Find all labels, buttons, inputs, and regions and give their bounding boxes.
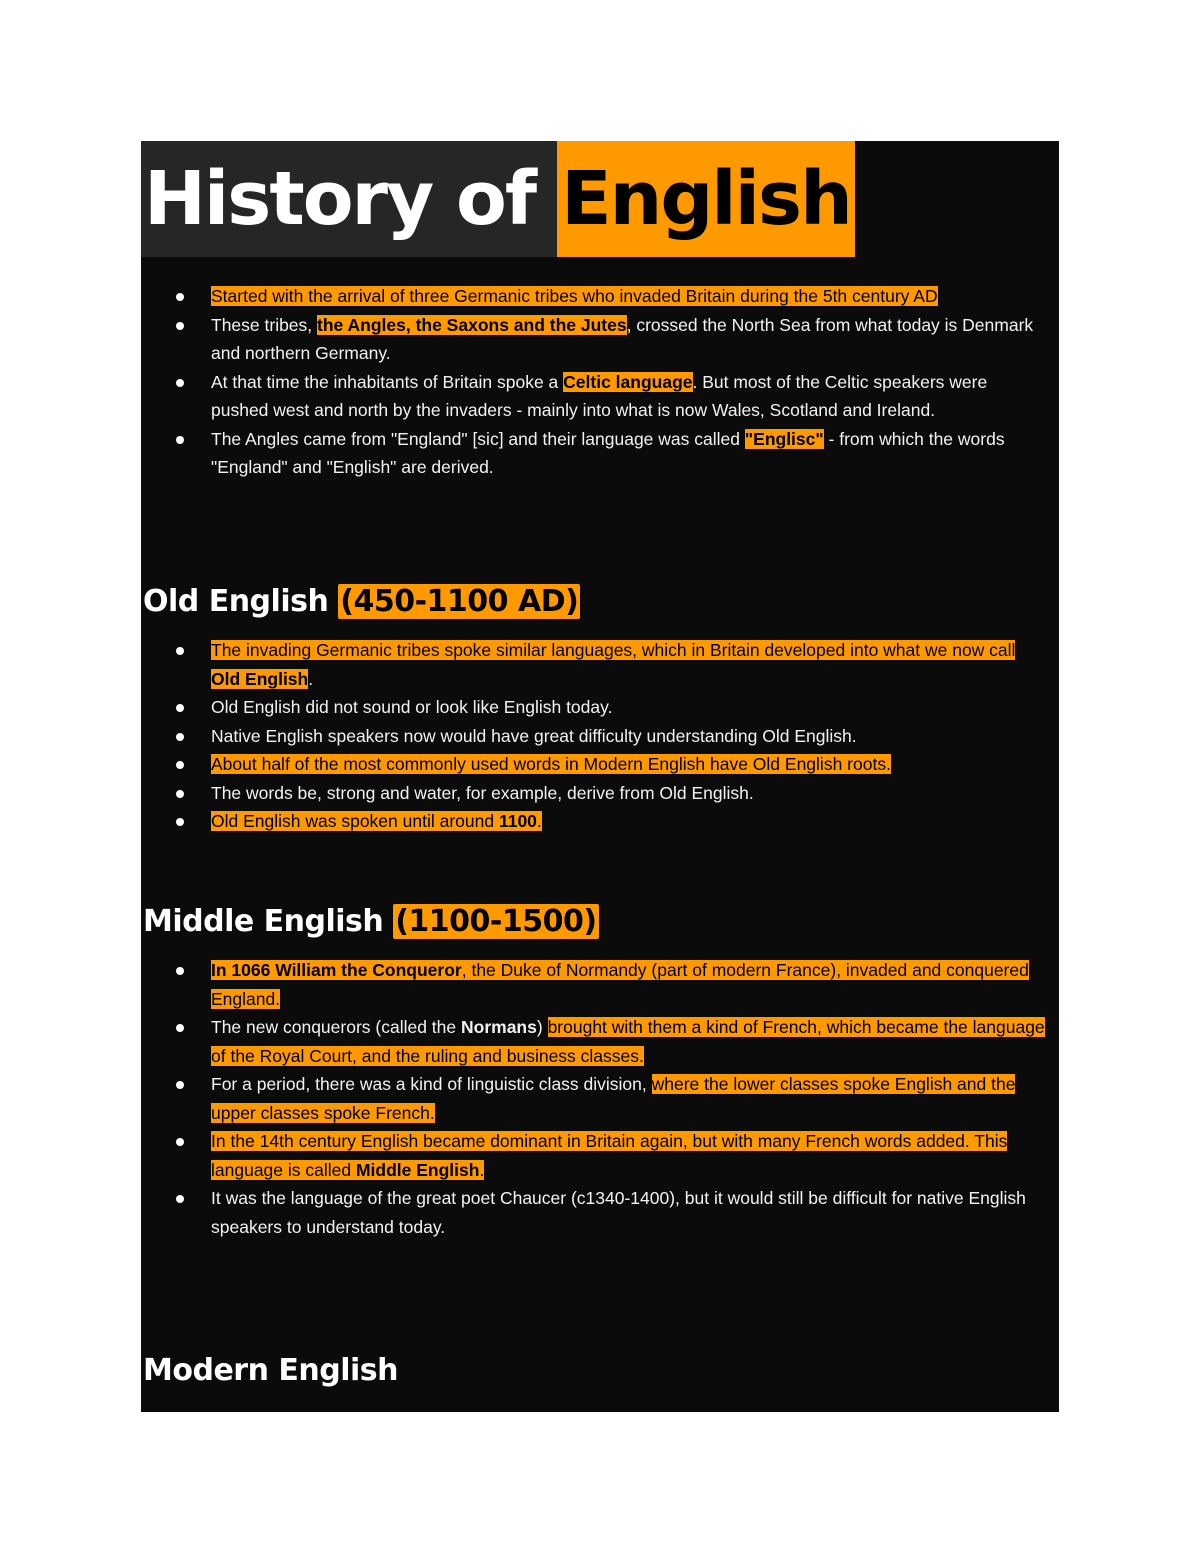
bullet-icon xyxy=(176,1195,184,1203)
list-item: Old English did not sound or look like English today. xyxy=(141,693,1059,722)
bullet-icon xyxy=(176,379,184,387)
bullet-icon xyxy=(176,704,184,712)
bullet-icon xyxy=(176,436,184,444)
bullet-icon xyxy=(176,1024,184,1032)
list-item: In the 14th century English became dominant in Britain again, but with many French words added. This language is called Middle English. xyxy=(141,1127,1059,1184)
modern-english-section xyxy=(141,1351,1059,1391)
bullet-icon xyxy=(176,647,184,655)
bullet-icon xyxy=(176,733,184,741)
intro-section xyxy=(141,282,1059,482)
list-item: Native English speakers now would have great difficulty understanding Old English. xyxy=(141,722,1059,751)
list-item: The new conquerors (called the Normans) brought with them a kind of French, which became the language of the Royal Court, and the ruling and business classes. xyxy=(141,1013,1059,1070)
list-item: About half of the most commonly used words in Modern English have Old English roots. xyxy=(141,750,1059,779)
intro-list xyxy=(141,282,1059,482)
list-item: For a period, there was a kind of linguistic class division, where the lower classes spoke English and the upper classes spoke French. xyxy=(141,1070,1059,1127)
bullet-icon xyxy=(176,761,184,769)
list-item: In 1066 William the Conqueror, the Duke of Normandy (part of modern France), invaded and conquered England. xyxy=(141,956,1059,1013)
list-item: The words be, strong and water, for example, derive from Old English. xyxy=(141,779,1059,808)
title-english: English xyxy=(557,141,855,257)
page-title xyxy=(141,141,855,257)
bullet-icon xyxy=(176,967,184,975)
old-english-section xyxy=(141,582,1059,836)
list-item: Old English was spoken until around 1100. xyxy=(141,807,1059,836)
middle-english-section xyxy=(141,902,1059,1241)
modern-english-heading: Modern English xyxy=(143,1353,398,1388)
list-item: The Angles came from "England" [sic] and their language was called "Englisc" - from which the words "England" and "English" are derived. xyxy=(141,425,1059,482)
list-item: Started with the arrival of three Germanic tribes who invaded Britain during the 5th century AD xyxy=(141,282,1059,311)
bullet-icon xyxy=(176,1081,184,1089)
old-english-heading: Old English (450-1100 AD) xyxy=(143,584,579,619)
old-english-date-range: (450-1100 AD) xyxy=(340,584,579,619)
middle-english-date-range: (1100-1500) xyxy=(395,904,597,939)
bullet-icon xyxy=(176,790,184,798)
middle-english-list xyxy=(141,956,1059,1241)
bullet-icon xyxy=(176,1138,184,1146)
bullet-icon xyxy=(176,293,184,301)
title-history-of: History of xyxy=(141,141,557,257)
bullet-icon xyxy=(176,818,184,826)
list-item: These tribes, the Angles, the Saxons and the Jutes, crossed the North Sea from what today is Denmark and northern Germany. xyxy=(141,311,1059,368)
bullet-icon xyxy=(176,322,184,330)
list-item: The invading Germanic tribes spoke similar languages, which in Britain developed into what we now call Old English. xyxy=(141,636,1059,693)
list-item: At that time the inhabitants of Britain spoke a Celtic language. But most of the Celtic speakers were pushed west and north by the invaders - mainly into what is now Wales, Scotland and Ireland. xyxy=(141,368,1059,425)
old-english-list xyxy=(141,636,1059,836)
list-item: It was the language of the great poet Chaucer (c1340-1400), but it would still be difficult for native English speakers to understand today. xyxy=(141,1184,1059,1241)
middle-english-heading: Middle English (1100-1500) xyxy=(143,904,597,939)
document-page xyxy=(141,141,1059,1412)
